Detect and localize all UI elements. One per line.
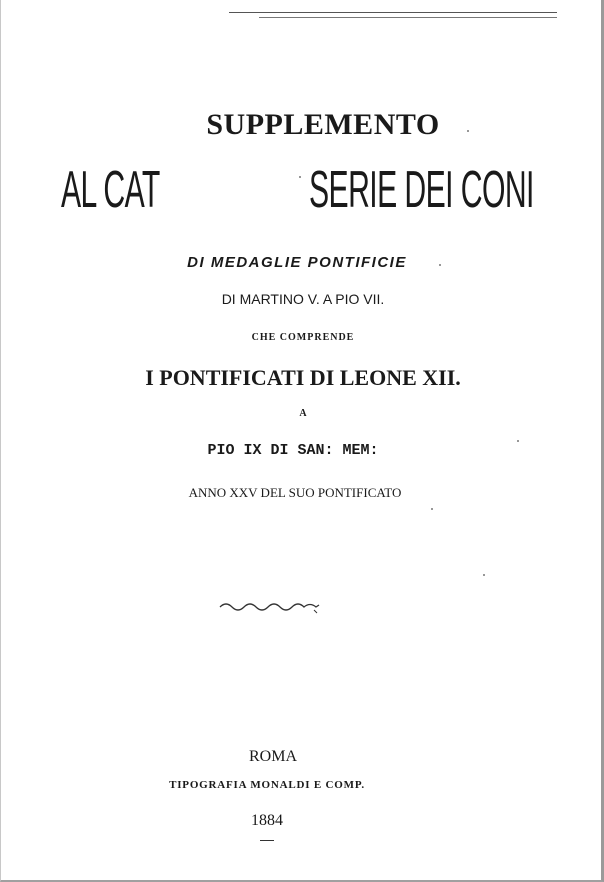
paper-speck [517,440,519,442]
subtitle-pio: PIO IX DI SAN: MEM: [207,442,379,459]
paper-speck [299,176,301,178]
subtitle-comprende: CHE COMPRENDE [251,332,355,343]
paper-speck [439,264,441,266]
top-rule [229,12,557,13]
subtitle-martino: DI MARTINO V. A PIO VII. [221,291,385,307]
subtitle-medaglie: DI MEDAGLIE PONTIFICIE [187,254,407,271]
imprint-printer: TIPOGRAFIA MONALDI E COMP. [169,779,365,791]
paper-speck [431,508,433,510]
subtitle-a: A [299,408,307,419]
paper-speck [467,130,469,132]
title-serie-dei-coni: SERIE DEI CONI [309,161,534,219]
paper-speck [483,574,485,576]
subtitle-pontificati: I PONTIFICATI DI LEONE XII. [145,365,461,390]
imprint-city: ROMA [248,748,297,765]
ornament-flourish [218,598,322,614]
year-dash [260,840,274,841]
subtitle-anno: ANNO XXV DEL SUO PONTIFICATO [188,485,402,500]
title-al-cat: AL CAT [61,161,160,219]
imprint-year: 1884 [251,812,283,829]
top-rule-secondary [259,17,557,18]
title-supplemento: SUPPLEMENTO [206,108,440,141]
